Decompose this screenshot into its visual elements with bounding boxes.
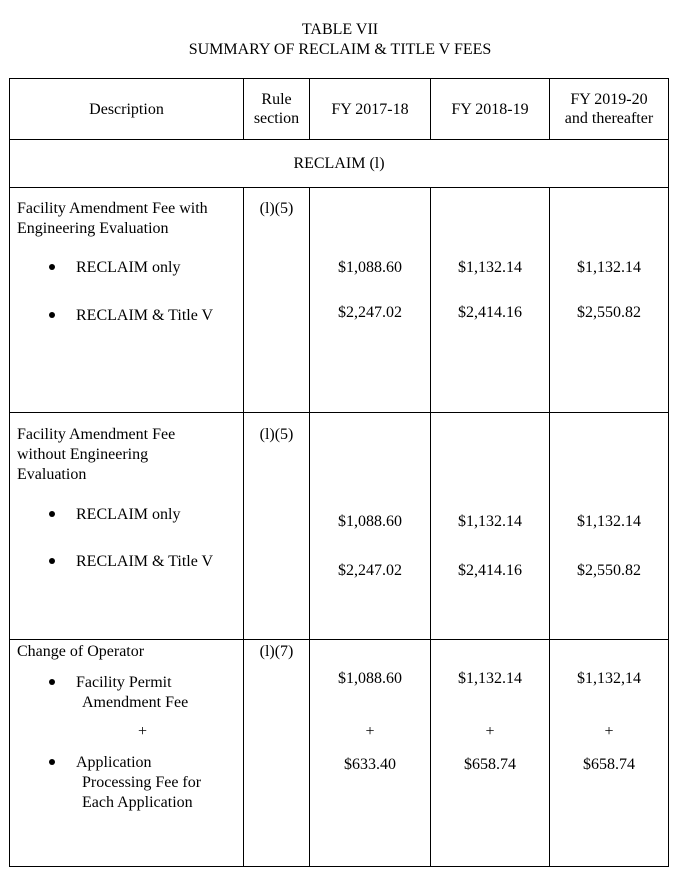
- header-fy3: [550, 79, 668, 139]
- row3-fy1-amount-a: $1,088.60: [338, 670, 402, 687]
- row3-fy3-amount-a: $1,132,14: [577, 670, 641, 687]
- row3-item2-line3: Each Application: [82, 794, 193, 811]
- row2-rule: (l)(5): [259, 426, 294, 443]
- header-rule-line1: Rule: [261, 91, 292, 108]
- row3-plus: +: [138, 723, 148, 740]
- row2-item1-fy3: $1,132.14: [577, 513, 641, 530]
- row3-fy3-amount-b: $658.74: [583, 756, 635, 773]
- row1-item1-fy3: $1,132.14: [577, 259, 641, 276]
- header-fy2: [431, 79, 549, 139]
- row-divider-1: [10, 412, 668, 413]
- table-title: TABLE VII: [301, 21, 379, 38]
- bullet-icon: [49, 264, 55, 270]
- bullet-icon: [49, 312, 55, 318]
- header-fy2-label: FY 2018-19: [451, 100, 529, 118]
- row3-fy2-amount-a: $1,132.14: [458, 670, 522, 687]
- col-divider-body-1: [243, 187, 244, 866]
- header-fy3-line1: FY 2019-20: [570, 91, 648, 108]
- row3-fy1-amount-b: $633.40: [344, 756, 396, 773]
- row1-item2-label: RECLAIM & Title V: [76, 307, 214, 324]
- row3-description: Change of Operator: [17, 643, 145, 660]
- row1-item2-fy3: $2,550.82: [577, 304, 641, 321]
- table-subtitle: SUMMARY OF RECLAIM & TITLE V FEES: [188, 41, 492, 58]
- header-rule-section: [244, 79, 309, 139]
- bullet-icon: [49, 511, 55, 517]
- row1-item1-label: RECLAIM only: [76, 259, 181, 276]
- header-fy1: [310, 79, 430, 139]
- row3-item1-line1: Facility Permit: [76, 674, 172, 691]
- section-divider: [10, 187, 668, 188]
- row1-rule: (l)(5): [259, 200, 294, 217]
- header-fy1-label: FY 2017-18: [331, 100, 409, 118]
- row3-item2-line2: Processing Fee for: [82, 774, 202, 791]
- bullet-icon: [49, 759, 55, 765]
- row1-description-line1: Facility Amendment Fee with: [17, 200, 208, 217]
- row3-item2-line1: Application: [76, 754, 152, 771]
- row3-fy2-amount-b: $658.74: [464, 756, 516, 773]
- row2-item2-fy3: $2,550.82: [577, 562, 641, 579]
- row2-item1-fy2: $1,132.14: [458, 513, 522, 530]
- row2-description-line2: without Engineering: [17, 446, 149, 463]
- row3-fy3-plus: +: [604, 723, 614, 740]
- row3-fy1-plus: +: [365, 723, 375, 740]
- header-description-label: Description: [89, 100, 164, 118]
- row1-item2-fy2: $2,414.16: [458, 304, 522, 321]
- bullet-icon: [49, 558, 55, 564]
- row2-item2-label: RECLAIM & Title V: [76, 553, 214, 570]
- row2-item1-fy1: $1,088.60: [338, 513, 402, 530]
- header-rule-line2: section: [253, 110, 300, 127]
- row3-fy2-plus: +: [485, 723, 495, 740]
- row2-description-line3: Evaluation: [17, 466, 87, 483]
- header-fy3-line2: and thereafter: [564, 110, 654, 127]
- row-divider-2: [10, 639, 668, 640]
- header-description: [10, 79, 243, 139]
- row1-item2-fy1: $2,247.02: [338, 304, 402, 321]
- fee-table: [9, 78, 669, 867]
- row1-item1-fy1: $1,088.60: [338, 259, 402, 276]
- row2-item1-label: RECLAIM only: [76, 506, 181, 523]
- bullet-icon: [49, 679, 55, 685]
- row1-item1-fy2: $1,132.14: [458, 259, 522, 276]
- header-divider: [10, 139, 668, 140]
- row3-item1-line2: Amendment Fee: [82, 694, 189, 711]
- row2-item2-fy2: $2,414.16: [458, 562, 522, 579]
- section-reclaim: RECLAIM (l): [293, 155, 385, 172]
- row2-item2-fy1: $2,247.02: [338, 562, 402, 579]
- row2-description-line1: Facility Amendment Fee: [17, 426, 176, 443]
- row3-rule: (l)(7): [259, 643, 294, 660]
- row1-description-line2: Engineering Evaluation: [17, 220, 169, 237]
